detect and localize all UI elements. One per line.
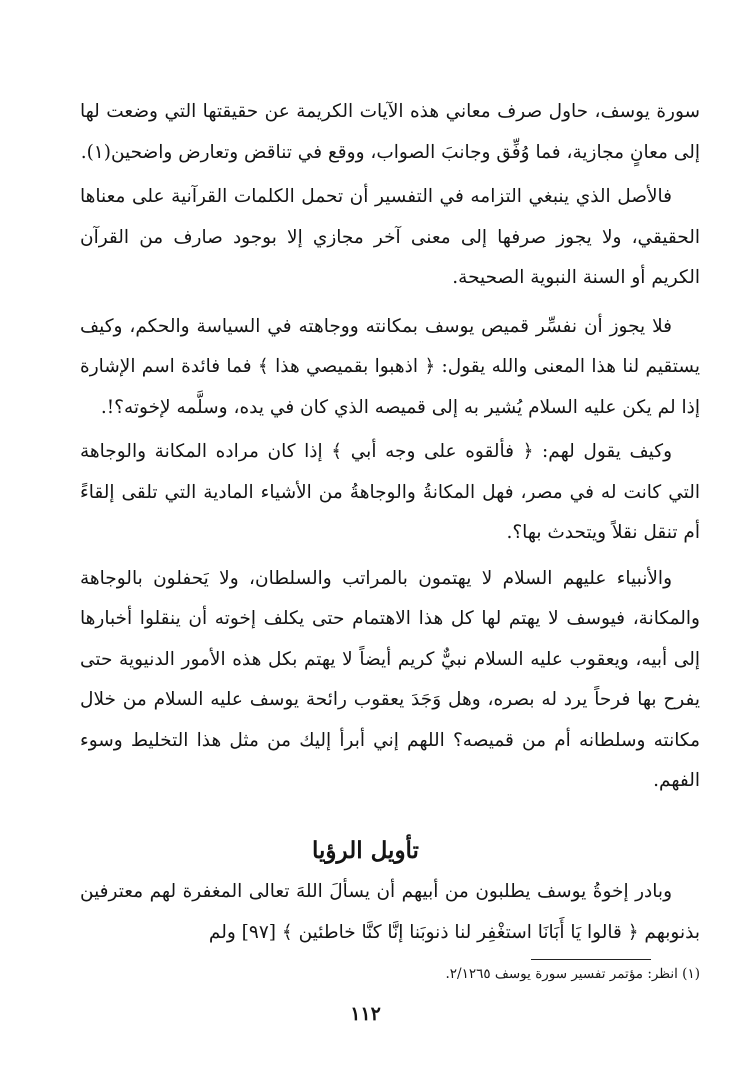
body-text — [80, 92, 700, 802]
paragraph: فلا يجوز أن نفسِّر قميص يوسف بمكانته ووجاهته في السياسة والحكم، وكيف يستقيم لنا هذا المعنى والله يقول: ﴿ اذهبوا بقميصي هذا ﴾ فما فائدة اسم الإشارة إذا لم يكن عليه السلام يُشير به إلى قميصه الذي كان في يده، وسلَّمه لإخوته؟!. — [80, 315, 700, 418]
page-number: ١١٢ — [350, 1003, 381, 1025]
section-heading: تأويل الرؤيا — [312, 837, 419, 864]
footnote: (١) انظر: مؤتمر تفسير سورة يوسف ٢/١٢٦٥. — [445, 966, 700, 982]
paragraph: فالأصل الذي ينبغي التزامه في التفسير أن تحمل الكلمات القرآنية على معناها الحقيقي، ولا يجوز صرفها إلى معنى آخر مجازي إلا بوجود صارف من القرآن الكريم أو السنة النبوية الصحيحة. — [80, 186, 700, 288]
footnote-divider — [531, 959, 651, 960]
paragraph: وبادر إخوةُ يوسف يطلبون من أبيهم أن يسألَ اللهَ تعالى المغفرة لهم معترفين بذنوبهم ﴿ قالوا يَا أَبَانَا استغْفِر لنا ذنوبَنا إنَّا كنَّا خاطئين ﴾ [٩٧] ولم — [80, 881, 700, 943]
paragraph: وكيف يقول لهم: ﴿ فألقوه على وجه أبي ﴾ إذا كان مراده المكانة والوجاهة التي كانت له في مصر، فهل المكانةُ والوجاهةُ من الأشياء المادية التي تلقى إلقاءً أم تنقل نقلاً ويتحدث بها؟. — [80, 441, 700, 543]
section-body — [80, 872, 700, 953]
paragraph: والأنبياء عليهم السلام لا يهتمون بالمراتب والسلطان، ولا يَحفلون بالوجاهة والمكانة، فيوسف لا يهتم لها كل هذا الاهتمام حتى يكلف إخوته أن ينقلوا أخبارها إلى أبيه، ويعقوب عليه السلام نبيٌّ كريم أيضاً لا يهتم بكل هذه الأمور الدنيوية حتى يفرح بها فرحاً يرد له بصره، وهل وَجَدَ يعقوب رائحة يوسف عليه السلام من خلال مكانته وسلطانه أم من قميصه؟ اللهم إني أبرأ إليك من مثل هذا التخليط وسوء الفهم. — [80, 567, 700, 791]
paragraph: سورة يوسف، حاول صرف معاني هذه الآيات الكريمة عن حقيقتها التي وضعت لها إلى معانٍ مجازية، فما وُفِّق وجانبَ الصواب، ووقع في تناقض وتعارض واضحين(١). — [80, 101, 700, 163]
